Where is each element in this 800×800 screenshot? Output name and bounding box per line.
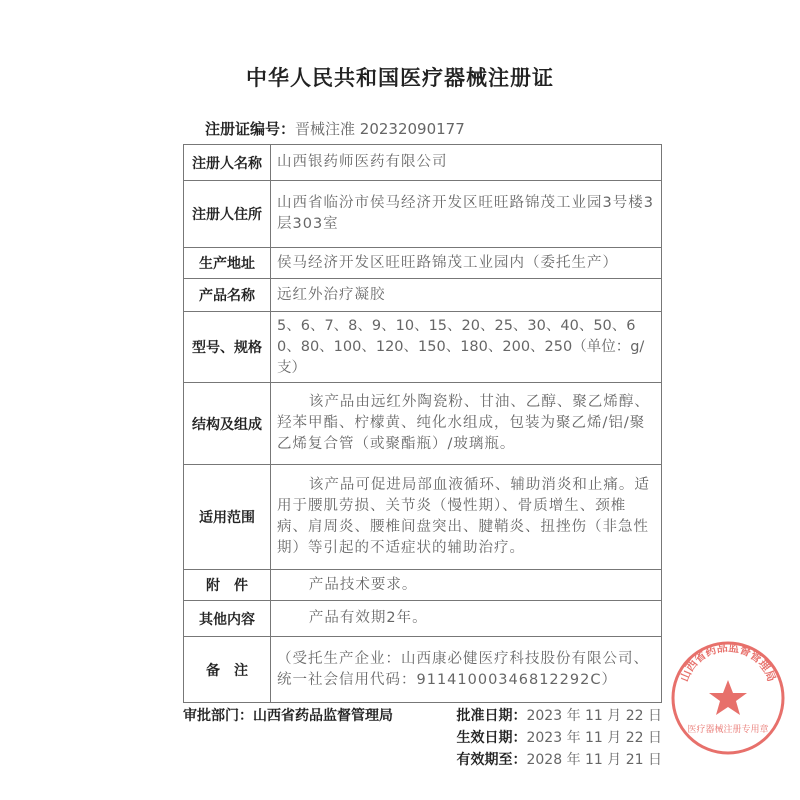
- dept-label: 审批部门：: [183, 708, 253, 724]
- row-value: 该产品由远红外陶瓷粉、甘油、乙醇、聚乙烯醇、羟苯甲酯、柠檬黄、纯化水组成，包装为聚乙烯/铝/聚乙烯复合管（或聚酯瓶）/玻璃瓶。: [271, 383, 662, 465]
- star-icon: [709, 680, 747, 715]
- row-label: 注册人住所: [184, 181, 271, 248]
- approval-date-label: 批准日期：: [456, 708, 527, 724]
- table-row: [184, 145, 662, 181]
- row-value: 山西银药师医药有限公司: [271, 145, 662, 181]
- row-label: 其他内容: [184, 601, 271, 637]
- row-label: 备 注: [184, 637, 271, 703]
- row-value: 产品技术要求。: [271, 570, 662, 601]
- table-row: [184, 570, 662, 601]
- svg-text:山西省药品监督管理局: [678, 640, 778, 683]
- table-row: [184, 637, 662, 703]
- table-row: [184, 601, 662, 637]
- seal-text: 山西省药品监督管理局: [677, 640, 779, 684]
- approval-department: [183, 705, 393, 771]
- row-value: 远红外治疗凝胶: [271, 279, 662, 312]
- row-value: （受托生产企业：山西康必健医疗科技股份有限公司、统一社会信用代码：91141000346812292C）: [271, 637, 662, 703]
- official-seal: [670, 640, 786, 756]
- row-value: 山西省临汾市侯马经济开发区旺旺路锦茂工业园3号楼3层303室: [271, 181, 662, 248]
- certificate-table: [183, 144, 662, 703]
- table-row: [184, 181, 662, 248]
- certificate-body: [183, 144, 662, 771]
- table-row: [184, 312, 662, 383]
- row-label: 型号、规格: [184, 312, 271, 383]
- row-value: 该产品可促进局部血液循环、辅助消炎和止痛。适用于腰肌劳损、关节炎（慢性期）、骨质增生、颈椎病、肩周炎、腰椎间盘突出、腱鞘炎、扭挫伤（非急性期）等引起的不适症状的辅助治疗。: [271, 465, 662, 570]
- registration-number: [205, 118, 465, 139]
- row-value: 5、6、7、8、9、10、15、20、25、30、40、50、60、80、100、120、150、180、200、250（单位：g/支）: [271, 312, 662, 383]
- expiry-date-value: 2028 年 11 月 21 日: [526, 752, 662, 768]
- approval-date: [456, 705, 662, 727]
- row-label: 结构及组成: [184, 383, 271, 465]
- effective-date-label: 生效日期：: [456, 730, 527, 746]
- document-title: 中华人民共和国医疗器械注册证: [246, 66, 554, 90]
- row-label: 生产地址: [184, 248, 271, 279]
- dates: [456, 705, 662, 771]
- effective-date-value: 2023 年 11 月 22 日: [526, 730, 662, 746]
- seal-subtext: 医疗器械注册专用章: [687, 725, 769, 735]
- expiry-date: [456, 749, 662, 771]
- effective-date: [456, 727, 662, 749]
- approval-date-value: 2023 年 11 月 22 日: [526, 708, 662, 724]
- row-label: 注册人名称: [184, 145, 271, 181]
- row-value: 侯马经济开发区旺旺路锦茂工业园内（委托生产）: [271, 248, 662, 279]
- table-row: [184, 383, 662, 465]
- dept-value: 山西省药品监督管理局: [253, 708, 393, 724]
- table-row: [184, 279, 662, 312]
- registration-number-value: 晋械注准 20232090177: [295, 120, 465, 138]
- registration-number-label: 注册证编号：: [205, 120, 296, 138]
- row-label: 适用范围: [184, 465, 271, 570]
- row-label: 附 件: [184, 570, 271, 601]
- expiry-date-label: 有效期至：: [456, 752, 527, 768]
- table-row: [184, 248, 662, 279]
- footer: [183, 705, 662, 771]
- table-row: [184, 465, 662, 570]
- row-value: 产品有效期2年。: [271, 601, 662, 637]
- row-label: 产品名称: [184, 279, 271, 312]
